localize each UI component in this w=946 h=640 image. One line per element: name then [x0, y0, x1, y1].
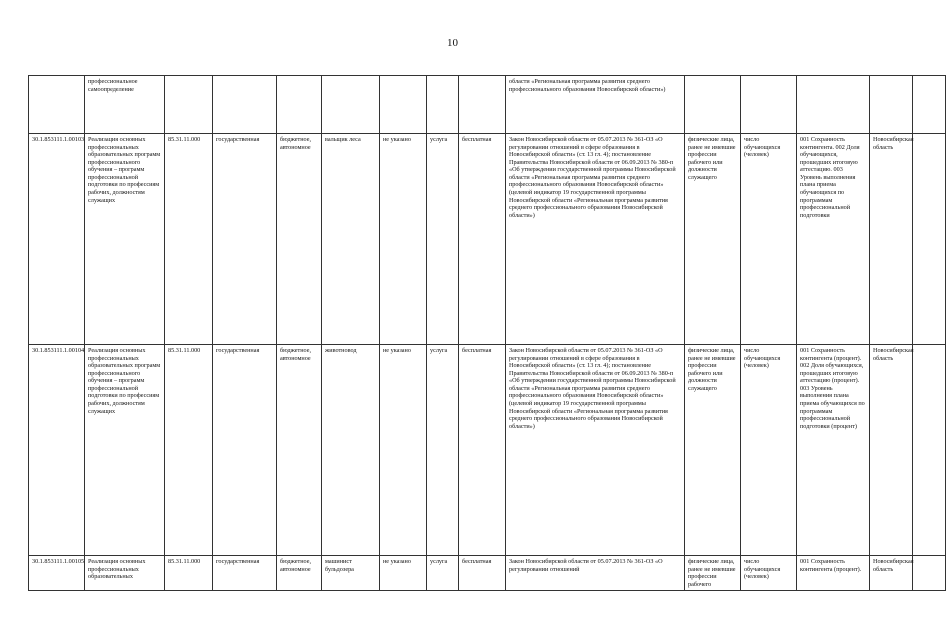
service-type — [427, 76, 459, 134]
consumer-category — [685, 76, 741, 134]
quality-indicators: 001 Сохранность контингента (процент). — [797, 556, 870, 591]
service-code — [29, 76, 85, 134]
specialty: животновод — [322, 345, 380, 556]
territory: Новосибирская область — [870, 556, 913, 591]
service-type: услуга — [427, 134, 459, 345]
volume-unit: число обучающихся (человек) — [741, 345, 797, 556]
service-code: 30.1.853111.1.00103 — [29, 134, 85, 345]
page-number: 10 — [447, 37, 458, 49]
okpd-code: 85.31.11.000 — [165, 556, 213, 591]
study-form: не указано — [380, 556, 427, 591]
consumer-category: физические лица, ранее не имевшие профессии рабочего или должности служащего — [685, 134, 741, 345]
service-name: Реализация основных профессиональных образовательных программ профессионального обучения – программ профессиональной подготовки по профессиям рабочих, должностям служащих — [85, 134, 165, 345]
consumer-category: физические лица, ранее не имевшие профессии рабочего — [685, 556, 741, 591]
volume-unit: число обучающихся (человек) — [741, 134, 797, 345]
quality-indicators: 001 Сохранность контингента (процент). 002 Доля обучающихся, прошедших итоговую аттестацию (процент). 003 Уровень выполнения плана приема обучающихся по программам профессиональной подготовки (процент) — [797, 345, 870, 556]
territory: Новосибирская область — [870, 345, 913, 556]
ownership-form: государственная — [213, 134, 277, 345]
service-name: профессиональное самоопределение — [85, 76, 165, 134]
ownership-form: государственная — [213, 345, 277, 556]
table-row — [29, 345, 946, 556]
quality-indicators — [797, 76, 870, 134]
consumer-category: физические лица, ранее не имевшие профессии рабочего или должности служащего — [685, 345, 741, 556]
empty-cell — [913, 76, 946, 134]
institution-type: бюджетное, автономное — [277, 345, 322, 556]
empty-cell — [913, 134, 946, 345]
payment-type: бесплатная — [459, 556, 506, 591]
payment-type — [459, 76, 506, 134]
table-row — [29, 76, 946, 134]
okpd-code — [165, 76, 213, 134]
ownership-form: государственная — [213, 556, 277, 591]
specialty: машинист бульдозера — [322, 556, 380, 591]
payment-type: бесплатная — [459, 345, 506, 556]
institution-type: бюджетное, автономное — [277, 134, 322, 345]
specialty: вальщик леса — [322, 134, 380, 345]
institution-type — [277, 76, 322, 134]
volume-unit: число обучающихся (человек) — [741, 556, 797, 591]
table-row — [29, 556, 946, 591]
study-form — [380, 76, 427, 134]
quality-indicators: 001 Сохранность контингента. 002 Доля обучающихся, прошедших итоговую аттестацию. 003 Уровень выполнения плана приема обучающихся по программам профессиональной подготовки — [797, 134, 870, 345]
service-name: Реализация основных профессиональных образовательных программ профессионального обучения – программ профессиональной подготовки по профессиям рабочих, должностям служащих — [85, 345, 165, 556]
study-form: не указано — [380, 134, 427, 345]
okpd-code: 85.31.11.000 — [165, 134, 213, 345]
legal-basis: Закон Новосибирской области от 05.07.2013 № 361-ОЗ «О регулировании отношений в сфере образования в Новосибирской области» (ст. 13 гл. 4); постановление Правительства Новосибирской области от 06.09.2013 № 380-п «Об утверждении государственной программы Новосибирской области «Региональная программа развития среднего профессионального образования Новосибирской области» (целевой индикатор 19 государственной программы Новосибирской области «Региональная программа развития среднего профессионального образования Новосибирской области») — [506, 134, 685, 345]
territory: Новосибирская область — [870, 134, 913, 345]
volume-unit — [741, 76, 797, 134]
legal-basis: области «Региональная программа развития среднего профессионального образования Новосибирской области») — [506, 76, 685, 134]
study-form: не указано — [380, 345, 427, 556]
territory — [870, 76, 913, 134]
okpd-code: 85.31.11.000 — [165, 345, 213, 556]
service-type: услуга — [427, 556, 459, 591]
service-code: 30.1.853111.1.00105 — [29, 556, 85, 591]
empty-cell — [913, 345, 946, 556]
legal-basis: Закон Новосибирской области от 05.07.2013 № 361-ОЗ «О регулировании отношений в сфере образования в Новосибирской области» (ст. 13 гл. 4); постановление Правительства Новосибирской области от 06.09.2013 № 380-п «Об утверждении государственной программы Новосибирской области «Региональная программа развития среднего профессионального образования Новосибирской области» (целевой индикатор 19 государственной программы Новосибирской области «Региональная программа развития среднего профессионального образования Новосибирской области») — [506, 345, 685, 556]
registry-table — [28, 75, 946, 591]
service-type: услуга — [427, 345, 459, 556]
table-row — [29, 134, 946, 345]
service-code: 30.1.853111.1.00104 — [29, 345, 85, 556]
specialty — [322, 76, 380, 134]
empty-cell — [913, 556, 946, 591]
service-name: Реализация основных профессиональных образовательных — [85, 556, 165, 591]
payment-type: бесплатная — [459, 134, 506, 345]
ownership-form — [213, 76, 277, 134]
legal-basis: Закон Новосибирской области от 05.07.2013 № 361-ОЗ «О регулировании отношений — [506, 556, 685, 591]
institution-type: бюджетное, автономное — [277, 556, 322, 591]
